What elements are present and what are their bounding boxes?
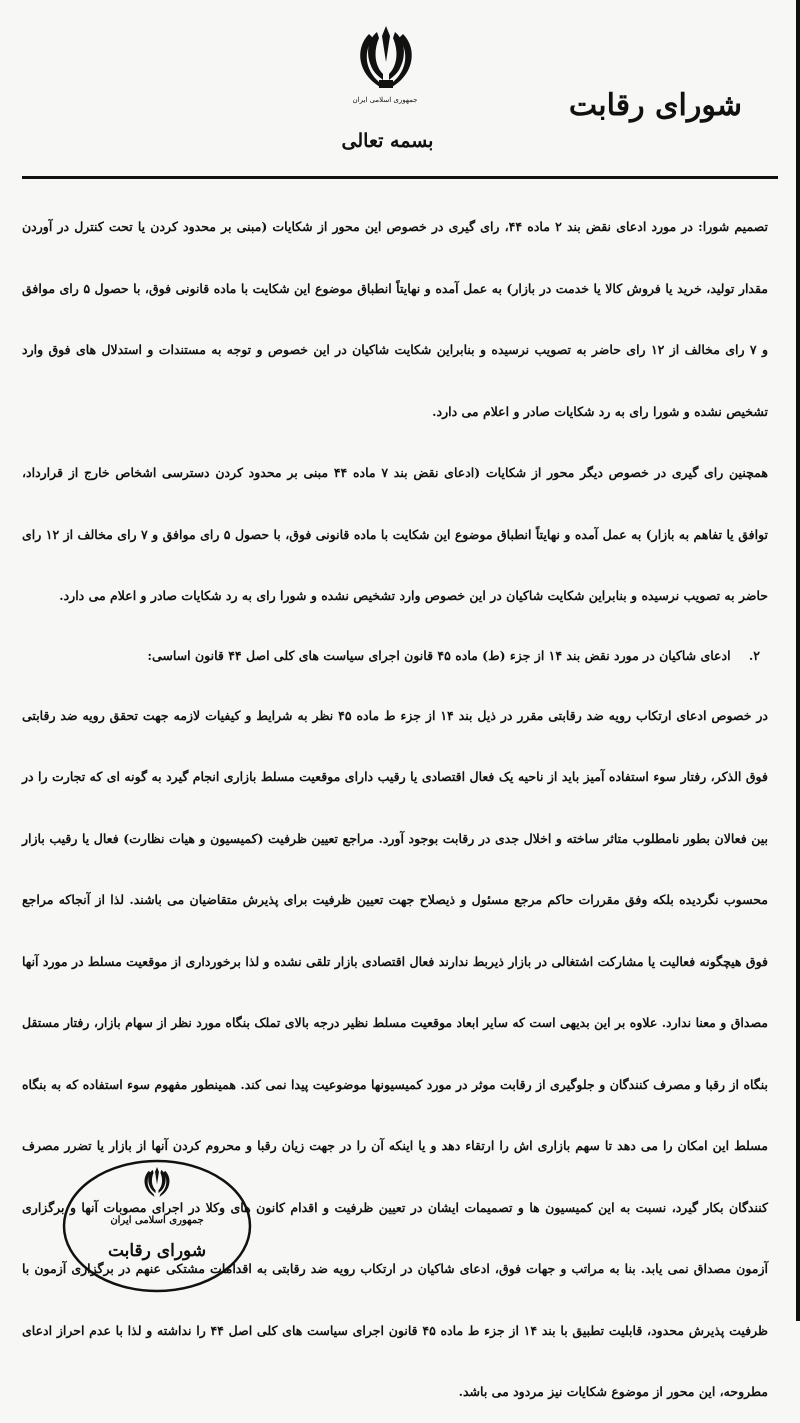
emblem-caption: جمهوری اسلامی ایران <box>352 96 418 104</box>
section-body-paragraph: در خصوص ادعای ارتکاب رویه ضد رقابتی مقرر در ذیل بند ۱۴ از جزء ط ماده ۴۵ نظر به شرایط و کیفیات لازمه جهت تحقق رویه ضد رقابتی فوق الذکر، رفتار سوء استفاده آمیز باید از ناحیه یک فعال اقتصادی یا رقیب دارای موقعیت مسلط بازاری انجام گیرد به گونه ای که تجارت را در بین فعالان بطور نامطلوب متاثر ساخته و اخلال جدی در رقابت بوجود آورد. مراجع تعیین ظرفیت (کمیسیون و هیات نظارت) فعال یا رقیب بازار محسوب نگردیده بلکه وفق مقررات حاکم مرجع مسئول و ذیصلاح جهت تعیین ظرفیت برای پذیرش متقاضیان می باشند. لذا از آنجاکه مراجع فوق هیچگونه فعالیت یا مشارکت اشتغالی در بازار ذیربط ندارند فعال اقتصادی بازار تلقی نشده و لذا برخورداری از موقعیت مسلط در مورد آنها مصداق و معنا ندارد. علاوه بر این بدیهی است که سایر ابعاد موقعیت مسلط نظیر درجه بالای تملک بنگاه مورد نظر از سهام بازار، رفتار مستقل بنگاه از رقبا و مصرف کنندگان و جلوگیری از رقابت موثر در مورد کمیسیونها موضوعیت پیدا نمی کند. همینطور مفهوم سوء استفاده که به بنگاه مسلط این امکان را می دهد تا سهم بازاری اش را ارتقاء دهد و یا اینکه آن را در جهت زیان رقبا و محروم کردن آنها از بازار یا تضرر مصرف کنندگان بکار گیرد، نسبت به این کمیسیون ها و تصمیمات ایشان در تعیین ظرفیت و اقدام کانون های وکلا در اجرای مصوبات آنها و برگزاری آزمون مصداق نمی یابد. بنا به مراتب و جهات فوق، ادعای شاکیان در ارتکاب رویه ضد رقابتی به اقدامات مشتکی عنهم در برگزاری آزمون با ظرفیت پذیرش محدود، قابلیت تطبیق با بند ۱۴ از جزء ط ماده ۴۵ قانون اجرای سیاست های کلی اصل ۴۴ را نداشته و لذا با عدم احراز ادعای مطروحه، این محور از موضوع شکایات نیز مردود می باشد. <box>22 707 769 1399</box>
section-number: ۲. <box>748 647 760 663</box>
islamic-republic-emblem-icon <box>355 22 417 92</box>
decision-paragraph: تصمیم شورا: در مورد ادعای نقض بند ۲ ماده ۴۴، رای گیری در خصوص این محور از شکایات (مبنی بر محدود کردن یا تحت کنترل در آوردن مقدار تولید، خرید یا فروش کالا یا خدمت در بازار) به عمل آمده و نهایتاً انطباق موضوع این شکایت با ماده قانونی فوق، با حصول ۵ رای موافق و ۷ رای مخالف از ۱۲ رای حاضر به تصویب نرسیده و بنابراین شکایت شاکیان در این خصوص و توجه به مستندات و استدلال های فوق وارد تشخیص نشده و شورا رای به رد شکایات صادر و اعلام می دارد. <box>22 219 769 419</box>
invocation-heading: بسمه تعالی <box>341 130 434 152</box>
section-heading <box>22 627 768 685</box>
official-seal <box>60 1157 254 1295</box>
scan-edge <box>796 0 800 1321</box>
islamic-republic-emblem-icon <box>142 1165 172 1199</box>
header-divider <box>22 176 778 179</box>
seal-council-text: شورای رقابت <box>107 1241 207 1261</box>
council-title: شورای رقابت <box>568 88 742 123</box>
second-decision-paragraph: همچنین رای گیری در خصوص دیگر محور از شکایات (ادعای نقض بند ۷ ماده ۴۴ مبنی بر محدود کردن دسترسی اشخاص خارج از قرارداد، توافق یا تفاهم به بازار) به عمل آمده و نهایتاً انطباق موضوع این شکایت با ماده قانونی فوق، با حصول ۵ رای موافق و ۷ رای مخالف از ۱۲ رای حاضر به تصویب نرسیده و بنابراین شکایت شاکیان در این خصوص وارد تشخیص نشده و شورا رای به رد شکایات صادر و اعلام می دارد. <box>22 465 769 603</box>
seal-country-text: جمهوری اسلامی ایران <box>110 1215 204 1226</box>
section-title: ادعای شاکیان در مورد نقض بند ۱۴ از جزء (ط) ماده ۴۵ قانون اجرای سیاست های کلی اصل ۴۴ قانون اساسی: <box>147 647 731 663</box>
